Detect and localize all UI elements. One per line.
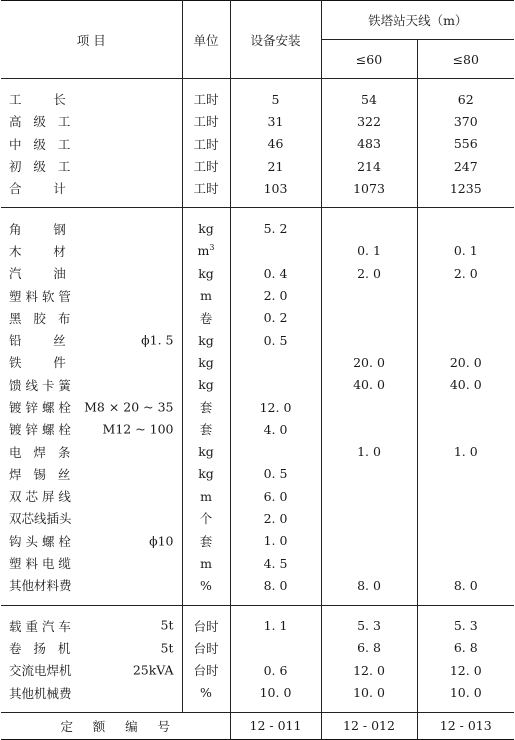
equip-value xyxy=(230,240,321,262)
tower80-value: 556 xyxy=(417,133,514,155)
table-row xyxy=(1,110,514,132)
unit-cell xyxy=(182,374,230,396)
table-row xyxy=(1,530,514,552)
item-spec: ϕ10 xyxy=(149,533,174,549)
item-name: 钩 头 螺 栓 xyxy=(9,533,71,549)
item-name-cell xyxy=(1,374,182,396)
item-name: 工 长 xyxy=(9,92,66,108)
tower60-value: 322 xyxy=(321,110,417,132)
unit-cell xyxy=(182,396,230,418)
unit-cell xyxy=(182,463,230,485)
item-name-cell xyxy=(1,530,182,552)
table-row xyxy=(1,418,514,440)
table-row xyxy=(1,133,514,155)
item-name-cell xyxy=(1,463,182,485)
table-row xyxy=(1,79,514,111)
item-name-cell xyxy=(1,307,182,329)
item-name-cell xyxy=(1,284,182,306)
tower60-value: 214 xyxy=(321,155,417,177)
equip-value: 6. 0 xyxy=(230,485,321,507)
item-spec: 25kVA xyxy=(132,662,174,678)
tower60-value: 10. 0 xyxy=(321,681,417,712)
tower60-value xyxy=(321,463,417,485)
unit: kg xyxy=(198,221,214,237)
table-row xyxy=(1,240,514,262)
item-name: 电 焊 条 xyxy=(9,444,71,460)
footer-code-60: 12 - 012 xyxy=(321,712,417,739)
header-le60: ≤60 xyxy=(321,40,417,79)
tower80-value xyxy=(417,329,514,351)
unit: 套 xyxy=(199,422,213,438)
item-name-cell xyxy=(1,133,182,155)
item-name-cell xyxy=(1,574,182,605)
tower60-value xyxy=(321,329,417,351)
tower60-value: 40. 0 xyxy=(321,374,417,396)
equip-value: 8. 0 xyxy=(230,574,321,605)
header-item: 项 目 xyxy=(1,1,182,79)
item-name: 双 芯 屏 线 xyxy=(9,489,71,505)
unit-cell xyxy=(182,659,230,681)
unit-cell xyxy=(182,530,230,552)
tower60-value: 20. 0 xyxy=(321,351,417,373)
unit: % xyxy=(200,685,212,701)
tower60-value: 54 xyxy=(321,79,417,111)
equip-value: 1. 0 xyxy=(230,530,321,552)
item-name: 双芯线插头 xyxy=(9,511,72,527)
item-name-cell xyxy=(1,351,182,373)
table-row xyxy=(1,507,514,529)
tower80-value: 8. 0 xyxy=(417,574,514,605)
item-spec: ϕ1. 5 xyxy=(141,332,174,348)
item-name-cell xyxy=(1,262,182,284)
tower80-value: 40. 0 xyxy=(417,374,514,396)
unit-cell xyxy=(182,552,230,574)
unit: 套 xyxy=(199,400,213,415)
table-row xyxy=(1,284,514,306)
item-name: 合 计 xyxy=(9,181,66,197)
item-name: 高 级 工 xyxy=(9,114,71,130)
unit-cell xyxy=(182,637,230,659)
item-name: 交流电焊机 xyxy=(9,663,72,679)
item-name: 载 重 汽 车 xyxy=(9,618,71,634)
unit-cell xyxy=(182,284,230,306)
tower80-value xyxy=(417,530,514,552)
equip-value: 4. 5 xyxy=(230,552,321,574)
tower60-value: 1073 xyxy=(321,177,417,208)
item-name: 镀 锌 螺 栓 xyxy=(9,422,71,438)
tower60-value: 2. 0 xyxy=(321,262,417,284)
item-name: 木 材 xyxy=(9,243,66,259)
tower80-value: 247 xyxy=(417,155,514,177)
item-name: 焊 锡 丝 xyxy=(9,466,71,482)
unit-cell xyxy=(182,79,230,111)
equip-value: 0. 2 xyxy=(230,307,321,329)
unit: m xyxy=(200,555,212,571)
item-spec: M12 ~ 100 xyxy=(102,421,174,437)
footer-label: 定 额 编 号 xyxy=(1,712,230,739)
unit-cell xyxy=(182,208,230,240)
table-row xyxy=(1,440,514,462)
unit: kg xyxy=(198,265,214,281)
item-name: 馈 线 卡 簧 xyxy=(9,377,71,393)
item-name-cell xyxy=(1,485,182,507)
item-name-cell xyxy=(1,155,182,177)
unit-cell xyxy=(182,605,230,637)
equip-value: 0. 6 xyxy=(230,659,321,681)
item-name: 汽 油 xyxy=(9,266,66,282)
tower60-value: 0. 1 xyxy=(321,240,417,262)
tower60-value: 12. 0 xyxy=(321,659,417,681)
table-row xyxy=(1,177,514,208)
item-name-cell xyxy=(1,418,182,440)
table-row xyxy=(1,485,514,507)
tower60-value xyxy=(321,396,417,418)
item-name: 中 级 工 xyxy=(9,136,71,152)
unit-cell xyxy=(182,574,230,605)
unit-cell xyxy=(182,110,230,132)
equip-value: 4. 0 xyxy=(230,418,321,440)
item-name-cell xyxy=(1,208,182,240)
equip-value: 12. 0 xyxy=(230,396,321,418)
tower60-value: 8. 0 xyxy=(321,574,417,605)
tower80-value: 62 xyxy=(417,79,514,111)
unit-cell xyxy=(182,485,230,507)
unit: % xyxy=(200,577,212,593)
unit-cell xyxy=(182,133,230,155)
equip-value xyxy=(230,351,321,373)
unit: 工时 xyxy=(193,181,219,197)
tower80-value xyxy=(417,418,514,440)
unit: 个 xyxy=(199,511,213,527)
tower80-value: 20. 0 xyxy=(417,351,514,373)
item-name-cell xyxy=(1,110,182,132)
item-name-cell xyxy=(1,681,182,712)
table-row xyxy=(1,307,514,329)
unit: m xyxy=(200,488,212,504)
item-name-cell xyxy=(1,240,182,262)
footer-row xyxy=(1,712,514,739)
item-name-cell xyxy=(1,396,182,418)
tower80-value: 2. 0 xyxy=(417,262,514,284)
table-row xyxy=(1,351,514,373)
equip-value: 103 xyxy=(230,177,321,208)
item-name: 黑 胶 布 xyxy=(9,310,71,326)
header-unit: 单位 xyxy=(182,1,230,79)
tower60-value xyxy=(321,208,417,240)
tower60-value xyxy=(321,552,417,574)
unit: 工时 xyxy=(193,114,219,130)
tower80-value xyxy=(417,485,514,507)
unit-cell xyxy=(182,177,230,208)
item-name-cell xyxy=(1,659,182,681)
equip-value: 31 xyxy=(230,110,321,132)
unit-cell xyxy=(182,351,230,373)
item-name: 角 钢 xyxy=(9,221,66,237)
unit: 工时 xyxy=(193,159,219,175)
item-name: 其他材料费 xyxy=(9,578,72,594)
table-row xyxy=(1,681,514,712)
tower60-value: 5. 3 xyxy=(321,605,417,637)
footer-code-80: 12 - 013 xyxy=(417,712,514,739)
unit: m xyxy=(200,288,212,304)
tower60-value: 483 xyxy=(321,133,417,155)
unit-cell xyxy=(182,681,230,712)
equip-value: 0. 4 xyxy=(230,262,321,284)
tower60-value xyxy=(321,284,417,306)
equip-value xyxy=(230,440,321,462)
tower80-value xyxy=(417,307,514,329)
unit: 套 xyxy=(199,533,213,549)
tower60-value xyxy=(321,530,417,552)
tower80-value xyxy=(417,208,514,240)
table-row xyxy=(1,605,514,637)
item-name-cell xyxy=(1,507,182,529)
tower60-value: 1. 0 xyxy=(321,440,417,462)
equip-value xyxy=(230,374,321,396)
equip-value: 0. 5 xyxy=(230,463,321,485)
unit: 工时 xyxy=(193,92,219,108)
table-row xyxy=(1,637,514,659)
tower80-value: 1. 0 xyxy=(417,440,514,462)
tower80-value: 5. 3 xyxy=(417,605,514,637)
header-le80: ≤80 xyxy=(417,40,514,79)
item-name: 铅 丝 xyxy=(9,333,66,349)
item-name: 其他机械费 xyxy=(9,685,72,701)
unit: 卷 xyxy=(199,310,213,326)
equip-value xyxy=(230,637,321,659)
item-name: 镀 锌 螺 栓 xyxy=(9,400,71,415)
tower80-value: 6. 8 xyxy=(417,637,514,659)
header-tower: 铁塔站天线（m） xyxy=(321,1,514,40)
unit-cell xyxy=(182,240,230,262)
unit-cell xyxy=(182,507,230,529)
unit: kg xyxy=(198,466,214,482)
item-name: 初 级 工 xyxy=(9,159,71,175)
item-spec: M8 × 20 ~ 35 xyxy=(84,399,174,415)
tower60-value xyxy=(321,418,417,440)
unit-cell xyxy=(182,307,230,329)
table-row xyxy=(1,329,514,351)
unit: kg xyxy=(198,444,214,460)
unit: 台时 xyxy=(193,618,219,634)
item-spec: 5t xyxy=(160,617,174,633)
tower80-value: 1235 xyxy=(417,177,514,208)
unit: 台时 xyxy=(193,640,219,656)
tower80-value: 10. 0 xyxy=(417,681,514,712)
tower80-value: 12. 0 xyxy=(417,659,514,681)
item-name: 塑 料 软 管 xyxy=(9,288,71,304)
table-row xyxy=(1,208,514,240)
unit: m xyxy=(197,243,210,259)
table-row xyxy=(1,155,514,177)
tower80-value: 370 xyxy=(417,110,514,132)
equip-value: 2. 0 xyxy=(230,507,321,529)
unit-cell xyxy=(182,440,230,462)
equip-value: 5 xyxy=(230,79,321,111)
item-spec: 5t xyxy=(160,640,174,656)
unit-cell xyxy=(182,262,230,284)
item-name: 卷 扬 机 xyxy=(9,640,71,656)
tower80-value xyxy=(417,507,514,529)
item-name-cell xyxy=(1,79,182,111)
tower80-value xyxy=(417,396,514,418)
item-name-cell xyxy=(1,177,182,208)
table-row xyxy=(1,574,514,605)
item-name: 塑 料 电 缆 xyxy=(9,556,71,572)
equip-value: 46 xyxy=(230,133,321,155)
unit: 台时 xyxy=(193,663,219,679)
equip-value: 1. 1 xyxy=(230,605,321,637)
footer-code-equip: 12 - 011 xyxy=(230,712,321,739)
unit: kg xyxy=(198,332,214,348)
equip-value: 5. 2 xyxy=(230,208,321,240)
tower60-value: 6. 8 xyxy=(321,637,417,659)
header-equip: 设备安装 xyxy=(230,1,321,79)
equip-value: 0. 5 xyxy=(230,329,321,351)
unit-cell xyxy=(182,155,230,177)
unit: kg xyxy=(198,354,214,370)
unit: 工时 xyxy=(193,136,219,152)
tower80-value xyxy=(417,552,514,574)
table-row xyxy=(1,659,514,681)
equip-value: 2. 0 xyxy=(230,284,321,306)
item-name: 铁 件 xyxy=(9,355,66,371)
item-name-cell xyxy=(1,440,182,462)
item-name-cell xyxy=(1,552,182,574)
tower60-value xyxy=(321,507,417,529)
quota-table xyxy=(1,0,514,740)
table-row xyxy=(1,552,514,574)
table-row xyxy=(1,463,514,485)
table-row xyxy=(1,262,514,284)
item-name-cell xyxy=(1,637,182,659)
tower80-value xyxy=(417,463,514,485)
tower80-value xyxy=(417,284,514,306)
item-name-cell xyxy=(1,605,182,637)
table-body xyxy=(1,79,514,713)
tower60-value xyxy=(321,485,417,507)
equip-value: 10. 0 xyxy=(230,681,321,712)
unit-cell xyxy=(182,329,230,351)
unit-superscript: 3 xyxy=(209,243,215,253)
unit: kg xyxy=(198,377,214,393)
tower60-value xyxy=(321,307,417,329)
item-name-cell xyxy=(1,329,182,351)
table-row xyxy=(1,374,514,396)
equip-value: 21 xyxy=(230,155,321,177)
unit-cell xyxy=(182,418,230,440)
tower80-value: 0. 1 xyxy=(417,240,514,262)
table-row xyxy=(1,396,514,418)
